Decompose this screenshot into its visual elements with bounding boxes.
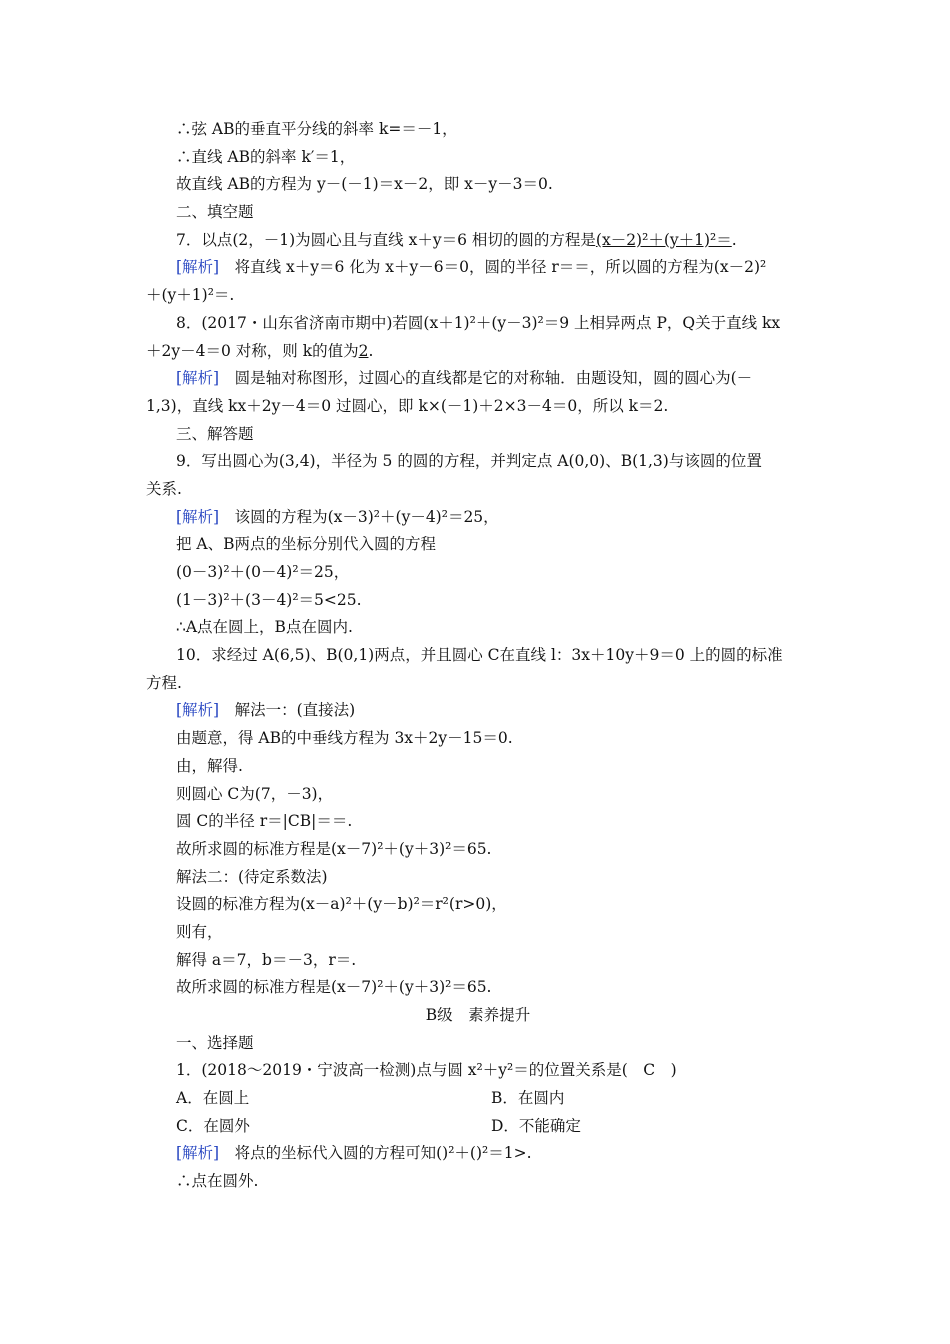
text-line (146, 808, 810, 836)
text-run: 解法二：(待定系数法) (176, 867, 328, 886)
text-line (146, 753, 810, 781)
text-run: 1．(2018～2019・宁波高一检测)点与圆 x²＋y²＝的位置关系是( C ) (176, 1061, 677, 1080)
text-run: 将点的坐标代入圆的方程可知()²＋()²＝1>. (219, 1144, 532, 1163)
choice-option: C．在圆外 (176, 1116, 250, 1135)
text-run: ∴直线 AB的斜率 k′＝1， (176, 147, 356, 166)
text-run: ∴A点在圆上，B点在圆内. (176, 618, 353, 637)
text-run: 解得 a＝7，b＝－3，r＝. (176, 950, 357, 969)
text-line (146, 227, 810, 255)
text-line (146, 310, 810, 338)
analysis-tag: [解析] (176, 507, 220, 526)
text-run: 则圆心 C为(7，－3)， (176, 784, 334, 803)
text-run: 由题意，得 AB的中垂线方程为 3x＋2y－15＝0. (176, 729, 513, 748)
text-line (146, 781, 810, 809)
text-line (146, 338, 810, 366)
document-body (146, 116, 810, 1196)
text-line (146, 199, 810, 227)
text-line (146, 725, 810, 753)
text-run: (0－3)²＋(0－4)²＝25， (176, 563, 350, 581)
text-run: (1－3)²＋(3－4)²＝5<25. (176, 590, 362, 609)
text-run: 由，解得. (176, 756, 243, 775)
text-line (146, 171, 810, 199)
text-line (146, 531, 810, 559)
text-run: 则有， (176, 922, 223, 941)
text-line (146, 697, 810, 725)
text-run: 方程. (146, 673, 182, 692)
text-line (146, 864, 810, 892)
text-run: 9．写出圆心为(3,4)，半径为 5 的圆的方程，并判定点 A(0,0)、B(1,3)与该圆的位置 (176, 452, 762, 471)
text-run: 解法一：(直接法) (219, 701, 356, 720)
text-line (146, 144, 810, 172)
text-run: 1,3)，直线 kx＋2y－4＝0 过圆心，即 k×(－1)＋2×3－4＝0，所以 k＝2. (146, 396, 669, 415)
choice-option: B．在圆内 (491, 1089, 565, 1108)
text-run: 8．(2017・山东省济南市期中)若圆(x＋1)²＋(y－3)²＝9 上相异两点 P，Q关于直线 kx (176, 313, 781, 332)
choice-option: A．在圆上 (176, 1089, 250, 1108)
text-line (146, 476, 810, 504)
text-line (146, 974, 810, 1002)
text-run: 把 A、B两点的坐标分别代入圆的方程 (176, 535, 437, 554)
text-line (146, 1085, 810, 1113)
text-line (146, 421, 810, 449)
text-run: 7．以点(2，－1)为圆心且与直线 x＋y＝6 相切的圆的方程是 (176, 230, 596, 249)
text-line (146, 614, 810, 642)
analysis-tag: [解析] (176, 258, 220, 277)
answer-underlined: 2 (358, 341, 369, 360)
text-run: . (731, 230, 737, 249)
text-line (146, 642, 810, 670)
text-run: 故所求圆的标准方程是(x－7)²＋(y＋3)²＝65. (176, 978, 492, 997)
text-line (146, 1140, 810, 1168)
text-line (146, 1057, 810, 1085)
text-run: ＋2y－4＝0 对称，则 k的值为 (146, 341, 359, 360)
text-run: 三、解答题 (176, 424, 254, 443)
text-line (146, 116, 810, 144)
text-line (146, 504, 810, 532)
text-line (146, 919, 810, 947)
text-line (146, 1030, 810, 1058)
text-line (146, 559, 810, 587)
text-run: ∴弦 AB的垂直平分线的斜率 k=＝－1， (176, 120, 458, 138)
text-line (146, 448, 810, 476)
text-line (146, 393, 810, 421)
text-run: 关系. (146, 479, 182, 498)
answer-underlined: (x－2)²＋(y＋1)²＝ (595, 230, 732, 249)
text-line (146, 670, 810, 698)
text-line (146, 365, 810, 393)
analysis-tag: [解析] (176, 1144, 220, 1163)
text-line (146, 1113, 810, 1141)
text-line (146, 254, 810, 282)
text-run: . (368, 341, 374, 360)
text-line (146, 282, 810, 310)
analysis-tag: [解析] (176, 369, 220, 388)
text-run: 圆是轴对称图形，过圆心的直线都是它的对称轴．由题设知，圆的圆心为(－ (219, 369, 753, 388)
text-line (146, 1002, 810, 1030)
text-line (146, 1168, 810, 1196)
analysis-tag: [解析] (176, 701, 220, 720)
text-run: ∴点在圆外. (176, 1172, 259, 1191)
text-run: 圆 C的半径 r＝|CB|＝＝. (176, 812, 353, 831)
text-run: 故直线 AB的方程为 y－(－1)＝x－2，即 x－y－3＝0. (176, 175, 553, 194)
text-run: B级 素养提升 (425, 1006, 531, 1024)
text-run: 故所求圆的标准方程是(x－7)²＋(y＋3)²＝65. (176, 839, 492, 858)
text-run: 二、填空题 (176, 203, 254, 222)
text-run: 该圆的方程为(x－3)²＋(y－4)²＝25， (219, 507, 499, 526)
text-line (146, 836, 810, 864)
text-run: ＋(y＋1)²＝. (146, 286, 235, 305)
choice-option: D．不能确定 (491, 1116, 581, 1135)
text-run: 10．求经过 A(6,5)、B(0,1)两点，并且圆心 C在直线 l：3x＋10y＋9＝0 上的圆的标准 (176, 646, 783, 665)
text-run: 将直线 x＋y＝6 化为 x＋y－6＝0，圆的半径 r＝＝，所以圆的方程为(x－2)² (219, 258, 767, 277)
text-line (146, 587, 810, 615)
text-run: 设圆的标准方程为(x－a)²＋(y－b)²＝r²(r>0)， (176, 895, 507, 914)
text-line (146, 891, 810, 919)
text-line (146, 947, 810, 975)
text-run: 一、选择题 (176, 1033, 254, 1052)
